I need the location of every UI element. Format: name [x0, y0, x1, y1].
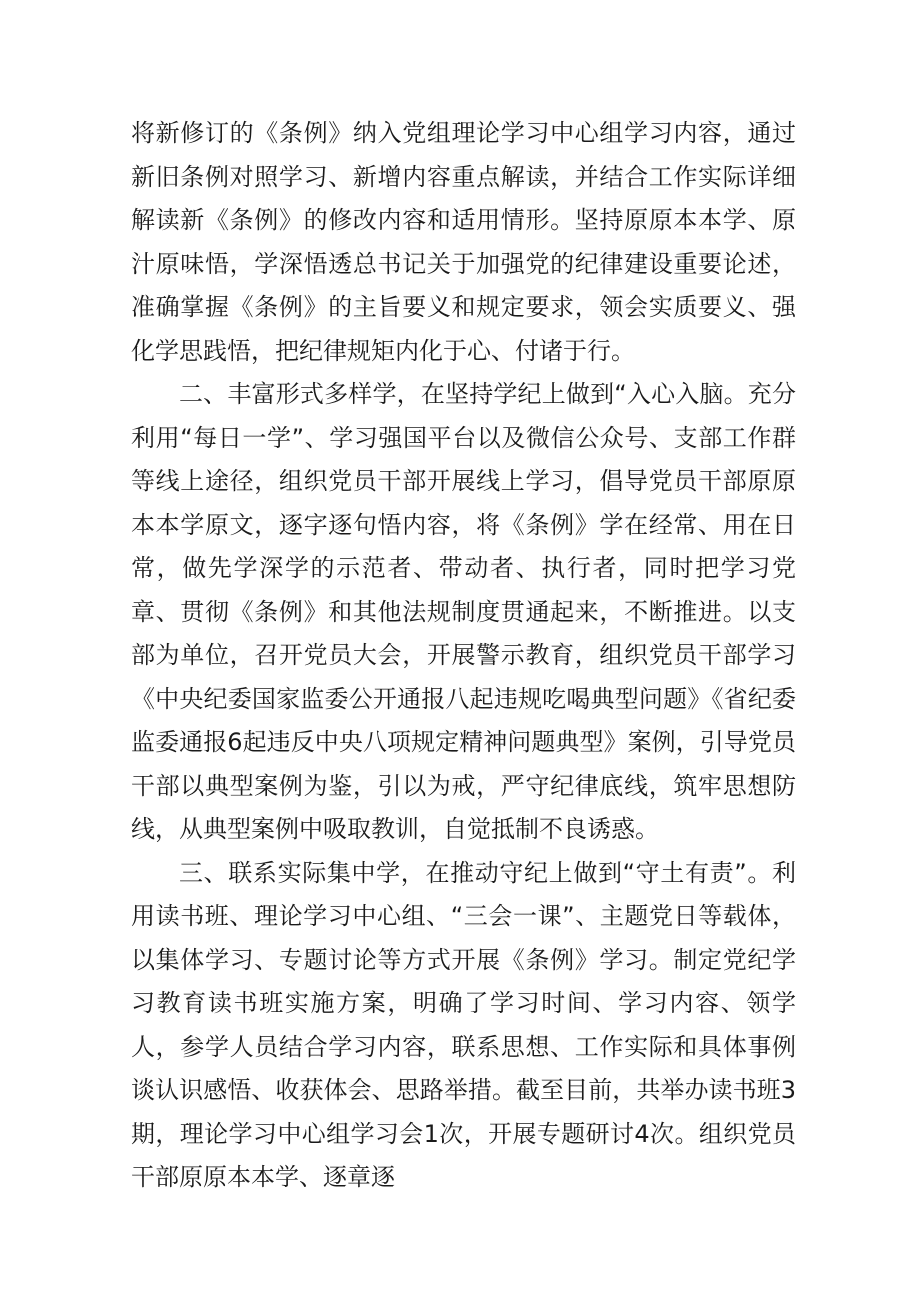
document-body	[131, 112, 796, 1200]
paragraph-3: 三、联系实际集中学，在推动守纪上做到“守土有责”。利用读书班、理论学习中心组、“三会一课”、主题党日等载体，以集体学习、专题讨论等方式开展《条例》学习。制定党纪学习教育读书班实施方案，明确了学习时间、学习内容、领学人，参学人员结合学习内容，联系思想、工作实际和具体事例谈认识感悟、收获体会、思路举措。截至目前，共举办读书班3期，理论学习中心组学习会1次，开展专题研讨4次。组织党员干部原原本本学、逐章逐	[131, 858, 796, 1191]
paragraph-1: 将新修订的《条例》纳入党组理论学习中心组学习内容，通过新旧条例对照学习、新增内容重点解读，并结合工作实际详细解读新《条例》的修改内容和适用情形。坚持原原本本学、原汁原味悟，学深悟透总书记关于加强党的纪律建设重要论述，准确掌握《条例》的主旨要义和规定要求，领会实质要义、强化学思践悟，把纪律规矩内化于心、付诸于行。	[131, 119, 796, 365]
paragraph-2: 二、丰富形式多样学，在坚持学纪上做到“入心入脑。充分利用“每日一学”、学习强国平台以及微信公众号、支部工作群等线上途径，组织党员干部开展线上学习，倡导党员干部原原本本学原文，逐字逐句悟内容，将《条例》学在经常、用在日常，做先学深学的示范者、带动者、执行者，同时把学习党章、贯彻《条例》和其他法规制度贯通起来，不断推进。以支部为单位，召开党员大会，开展警示教育，组织党员干部学习《中央纪委国家监委公开通报八起违规吃喝典型问题》《省纪委监委通报6起违反中央八项规定精神问题典型》案例，引导党员干部以典型案例为鉴，引以为戒，严守纪律底线，筑牢思想防线，从典型案例中吸取教训，自觉抵制不良诱惑。	[131, 380, 796, 843]
